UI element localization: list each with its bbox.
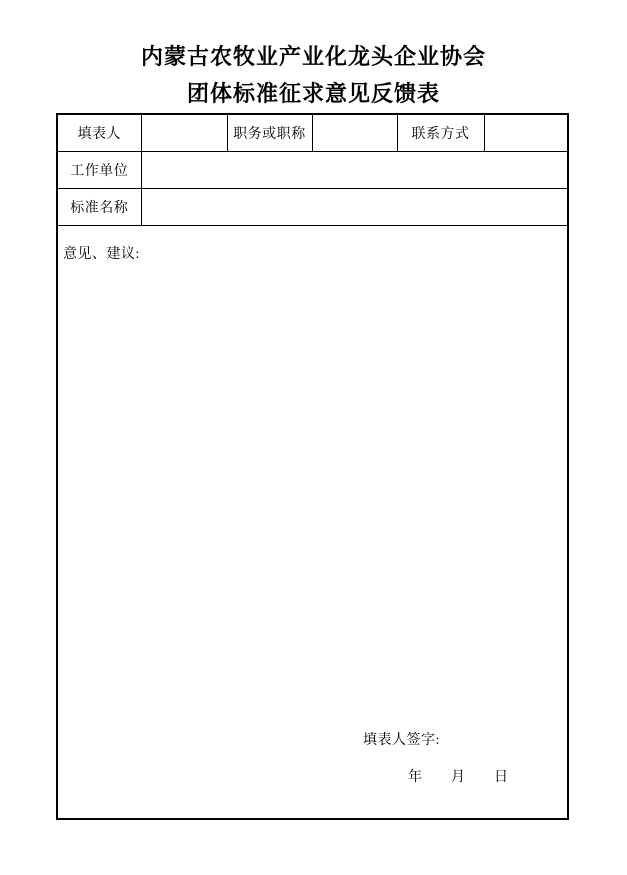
position-label: 职务或职称 [227,114,312,152]
contact-label: 联系方式 [397,114,484,152]
date-day-label: 日 [494,770,508,785]
position-value-cell[interactable] [312,114,397,152]
table-row-filler [57,114,568,152]
doc-title-line1: 内蒙古农牧业产业化龙头企业协会 [140,44,486,69]
date-year-label: 年 [408,770,422,785]
date-month-label: 月 [451,770,465,785]
unit-label: 工作单位 [57,152,141,189]
unit-value-cell[interactable] [141,152,568,189]
standard-name-label: 标准名称 [57,189,141,226]
doc-title-line2: 团体标准征求意见反馈表 [186,81,440,106]
contact-value-cell[interactable] [484,114,568,152]
table-row-opinions [57,226,568,820]
opinions-cell-inner [58,226,567,816]
table-row-unit [57,152,568,189]
date-line [408,766,508,786]
opinions-cell[interactable] [57,226,568,820]
signature-label: 填表人签字: [363,733,440,748]
table-row-standard [57,189,568,226]
opinions-label: 意见、建议: [63,247,140,262]
filler-label: 填表人 [57,114,141,152]
standard-name-value-cell[interactable] [141,189,568,226]
feedback-form-table [56,113,569,820]
filler-value-cell[interactable] [141,114,227,152]
